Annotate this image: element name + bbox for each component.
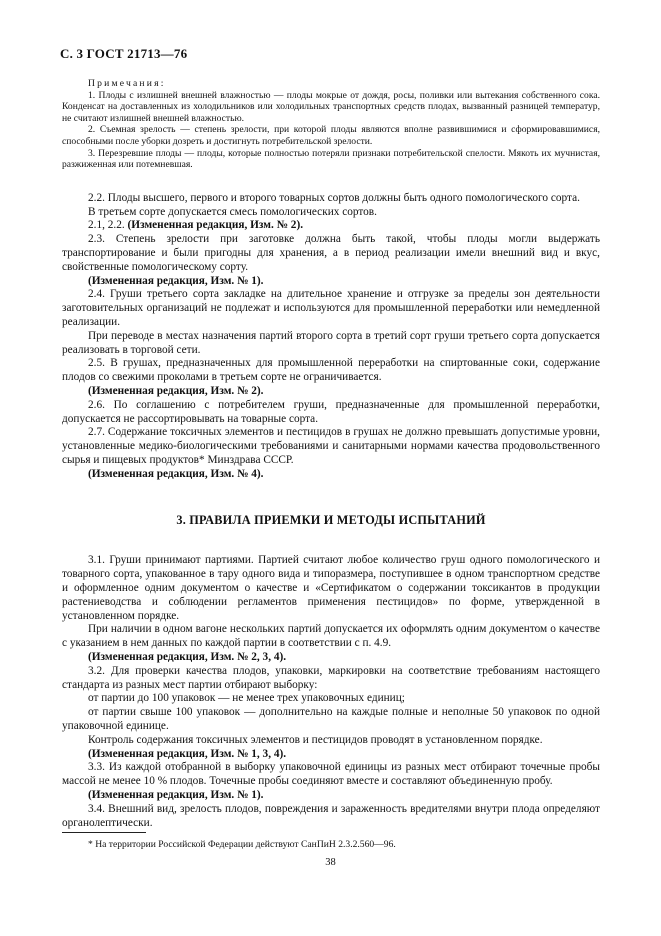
paragraph-text: от партии свыше 100 упаковок — дополнительно на каждые полные и неполные 50 упаковок по одной упаковочной единице. — [62, 706, 600, 733]
paragraph-text: (Измененная редакция, Изм. № 1, 3, 4). — [88, 747, 287, 760]
paragraph — [62, 330, 600, 358]
paragraph — [62, 206, 600, 220]
paragraph — [62, 233, 600, 274]
paragraph-text: 2.4. Груши третьего сорта закладке на длительное хранение и отгрузке за пределы зон деятельности заготовительных организаций не подлежат и используются для промышленной переработки или немедленной реализации. — [62, 288, 600, 328]
paragraph-text: 3.4. Внешний вид, зрелость плодов, повреждения и зараженность вредителями внутри плода определяют органолептически. — [62, 802, 600, 829]
amendment-note — [62, 385, 600, 399]
paragraph — [62, 734, 600, 748]
notes-title: Примечания: — [88, 78, 166, 89]
paragraph — [62, 803, 600, 831]
note-item: 2. Съемная зрелость — степень зрелости, при которой плоды являются вполне развившимися и сформировавшимися, способными после уборки дозреть и достигнуть потребительской зрелости. — [62, 124, 600, 147]
paragraph-text: 3.2. Для проверки качества плодов, упаковки, маркировки на соответствие требованиям настоящего стандарта из разных мест партии отбирают выборку: — [62, 664, 600, 691]
footnote-divider — [62, 832, 146, 833]
paragraph-text: При наличии в одном вагоне нескольких партий допускается их оформлять одним документом о качестве с указанием в нем данных по каждой партии в соответствии с п. 4.9. — [62, 623, 600, 650]
paragraph — [62, 219, 600, 233]
paragraph-text: (Измененная редакция, Изм. № 2). — [88, 384, 264, 397]
paragraph-text: 3.1. Груши принимают партиями. Партией считают любое количество груш одного помологического и товарного сорта, упакованное в тару одного вида и типоразмера, поступившее в одном транспортном средстве и оформленное одним документом о качестве и «Сертификатом о содержании токсикантов в продукции растениеводства и соблюдении регламентов применения пестицидов» по форме, утвержденной в установленном порядке. — [62, 554, 600, 622]
paragraph-text: 2.2. Плоды высшего, первого и второго товарных сортов должны быть одного помологического сорта. — [88, 191, 580, 204]
paragraph — [62, 665, 600, 693]
paragraph — [62, 554, 600, 623]
paragraph-text: 2.1, 2.2. — [88, 219, 128, 232]
amendment-note — [62, 468, 600, 482]
page-header: С. 3 ГОСТ 21713—76 — [60, 46, 188, 61]
paragraph — [62, 623, 600, 651]
paragraph-text: 2.6. По соглашению с потребителем груши, предназначенные для промышленной переработки, допускается не рассортировывать на товарные сорта. — [62, 398, 600, 425]
paragraph — [62, 192, 600, 206]
paragraph-text: При переводе в местах назначения партий второго сорта в третий сорт груши третьего сорта допускается реализовать в торговой сети. — [62, 329, 600, 356]
paragraph — [62, 692, 600, 706]
paragraph-text: (Измененная редакция, Изм. № 1). — [88, 274, 264, 287]
note-item: 3. Перезревшие плоды — плоды, которые полностью потеряли признаки потребительской спелости. Мякоть их мучнистая, разжиженная или потемневшая. — [62, 147, 600, 171]
paragraph-text: 3.3. Из каждой отобранной в выборку упаковочной единицы из разных мест отбирают точечные пробы массой не менее 10 % плодов. Точечные пробы соединяют вместе и составляют объединенную пробу. — [62, 761, 600, 788]
notes-block — [62, 78, 600, 171]
paragraph-text: (Измененная редакция, Изм. № 1). — [88, 789, 264, 802]
paragraph-text: В третьем сорте допускается смесь помологических сортов. — [88, 205, 377, 218]
paragraph-text: 2.3. Степень зрелости при заготовке должна быть такой, чтобы плоды могли выдержать транспортирование и были пригодны для хранения, а в период реализации имели внешний вид и вкус, свойственные помологическому сорту. — [62, 233, 600, 273]
document-page — [62, 46, 600, 851]
paragraph-text: 2.5. В грушах, предназначенных для промышленной переработки на спиртованные соки, содержание плодов со свежими проколами в третьем сорте не ограничивается. — [62, 357, 600, 384]
footnote: * На территории Российской Федерации действуют СанПиН 2.3.2.560—96. — [88, 839, 396, 851]
amendment-note — [62, 789, 600, 803]
amendment-note: (Измененная редакция, Изм. № 2). — [127, 219, 304, 232]
paragraph-text: 2.7. Содержание токсичных элементов и пестицидов в грушах не должно превышать допустимые уровни, установленные медико-биологическими требованиями и санитарными нормами качества продовольственного сырья и пищевых продуктов* Минздрава СССР. — [62, 426, 600, 466]
amendment-note — [62, 275, 600, 289]
paragraph — [62, 426, 600, 467]
paragraph-text: (Измененная редакция, Изм. № 4). — [88, 467, 264, 480]
paragraph — [62, 288, 600, 329]
amendment-note — [62, 651, 600, 665]
paragraph — [62, 706, 600, 734]
note-item: 1. Плоды с излишней внешней влажностью — плоды мокрые от дождя, росы, поливки или вытекания собственного сока. Конденсат на доставленных из холодильников или холодильных транспортных средств плодах, вызванный разницей температур, не считают излишней внешней влажностью. — [62, 89, 600, 124]
amendment-note — [62, 748, 600, 762]
page-number: 38 — [325, 857, 336, 868]
paragraph — [62, 761, 600, 789]
paragraph-text: Контроль содержания токсичных элементов и пестицидов проводят в установленном порядке. — [88, 733, 543, 746]
section-3-body — [62, 554, 600, 830]
paragraph-text: от партии до 100 упаковок — не менее трех упаковочных единиц; — [88, 692, 405, 705]
paragraph-text: (Измененная редакция, Изм. № 2, 3, 4). — [88, 651, 287, 664]
section-3-heading: 3. ПРАВИЛА ПРИЕМКИ И МЕТОДЫ ИСПЫТАНИЙ — [176, 513, 486, 528]
paragraph — [62, 357, 600, 385]
paragraph — [62, 399, 600, 427]
section-2-body — [62, 192, 600, 482]
